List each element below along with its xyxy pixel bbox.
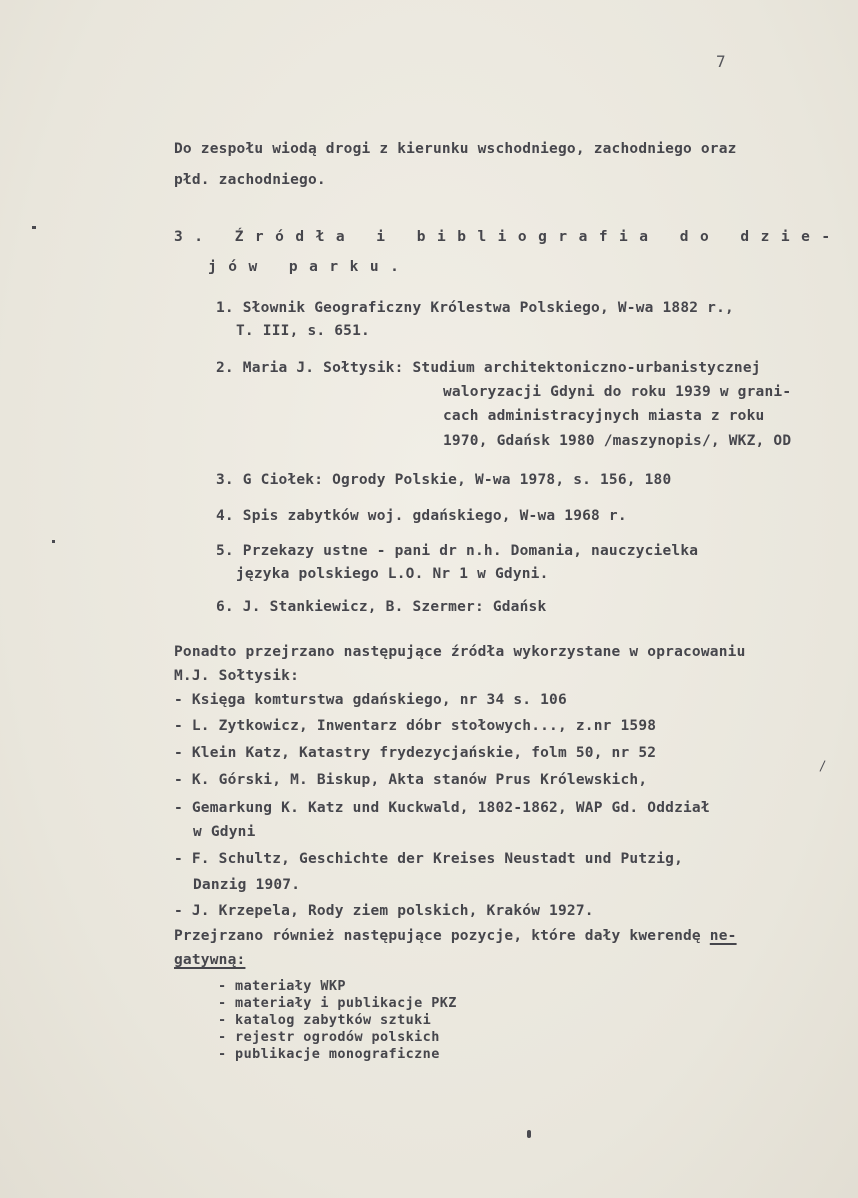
margin-speck bbox=[52, 540, 55, 543]
bib-item-2-cont-1: waloryzacji Gdyni do roku 1939 w grani- bbox=[443, 384, 792, 400]
negative-intro-underlined: ne- bbox=[709, 928, 737, 944]
source-item: - Księga komturstwa gdańskiego, nr 34 s. 106 bbox=[174, 692, 567, 708]
ink-speck bbox=[527, 1130, 531, 1138]
negative-list-item: - publikacje monograficzne bbox=[218, 1046, 440, 1062]
source-item-cont: Danzig 1907. bbox=[193, 877, 301, 893]
section-heading-line-1: 3. Źródła i bibliografia do dzie- bbox=[174, 229, 842, 245]
bib-item-4: 4. Spis zabytków woj. gdańskiego, W-wa 1968 r. bbox=[216, 508, 627, 524]
source-item: - J. Krzepela, Rody ziem polskich, Kraków 1927. bbox=[174, 903, 594, 919]
intro-line-2: płd. zachodniego. bbox=[174, 172, 326, 188]
source-item: - K. Górski, M. Biskup, Akta stanów Prus Królewskich, bbox=[174, 772, 648, 788]
sources-intro-line-2: M.J. Sołtysik: bbox=[174, 668, 300, 684]
bib-item-1: 1. Słownik Geograficzny Królestwa Polskiego, W-wa 1882 r., bbox=[216, 300, 734, 316]
section-heading-line-2: jów parku. bbox=[208, 259, 411, 275]
source-item: - F. Schultz, Geschichte der Kreises Neustadt und Putzig, bbox=[174, 851, 683, 867]
negative-intro-line-1 bbox=[174, 927, 737, 945]
sources-intro-line-1: Ponadto przejrzano następujące źródła wykorzystane w opracowaniu bbox=[174, 644, 746, 660]
pencil-tick bbox=[820, 760, 826, 771]
source-item: - L. Zytkowicz, Inwentarz dóbr stołowych..., z.nr 1598 bbox=[174, 718, 657, 734]
negative-list-item: - katalog zabytków sztuki bbox=[218, 1012, 432, 1028]
bib-item-1-cont: T. III, s. 651. bbox=[236, 323, 370, 339]
bib-item-2-cont-3: 1970, Gdańsk 1980 /maszynopis/, WKZ, OD bbox=[443, 433, 792, 449]
negative-intro-text: Przejrzano również następujące pozycje, które dały kwerendę bbox=[174, 928, 710, 944]
negative-list-item: - materiały WKP bbox=[218, 978, 346, 994]
bib-item-6: 6. J. Stankiewicz, B. Szermer: Gdańsk bbox=[216, 599, 547, 615]
bib-item-5: 5. Przekazy ustne - pani dr n.h. Domania, nauczycielka bbox=[216, 543, 699, 559]
negative-list-item: - rejestr ogrodów polskich bbox=[218, 1029, 440, 1045]
bib-item-3: 3. G Ciołek: Ogrody Polskie, W-wa 1978, s. 156, 180 bbox=[216, 472, 672, 488]
margin-speck bbox=[32, 226, 36, 229]
intro-line-1: Do zespołu wiodą drogi z kierunku wschodniego, zachodniego oraz bbox=[174, 141, 737, 157]
negative-list-item: - materiały i publikacje PKZ bbox=[218, 995, 457, 1011]
page-number: 7 bbox=[716, 52, 726, 71]
source-item-cont: w Gdyni bbox=[193, 824, 256, 840]
source-item: - Gemarkung K. Katz und Kuckwald, 1802-1862, WAP Gd. Oddział bbox=[174, 800, 710, 816]
negative-intro-line-2: gatywną: bbox=[174, 952, 246, 968]
bib-item-2: 2. Maria J. Sołtysik: Studium architektoniczno-urbanistycznej bbox=[216, 360, 761, 376]
bib-item-2-cont-2: cach administracyjnych miasta z roku bbox=[443, 408, 765, 424]
bib-item-5-cont: języka polskiego L.O. Nr 1 w Gdyni. bbox=[236, 566, 549, 582]
source-item: - Klein Katz, Katastry frydezycjańskie, folm 50, nr 52 bbox=[174, 745, 657, 761]
